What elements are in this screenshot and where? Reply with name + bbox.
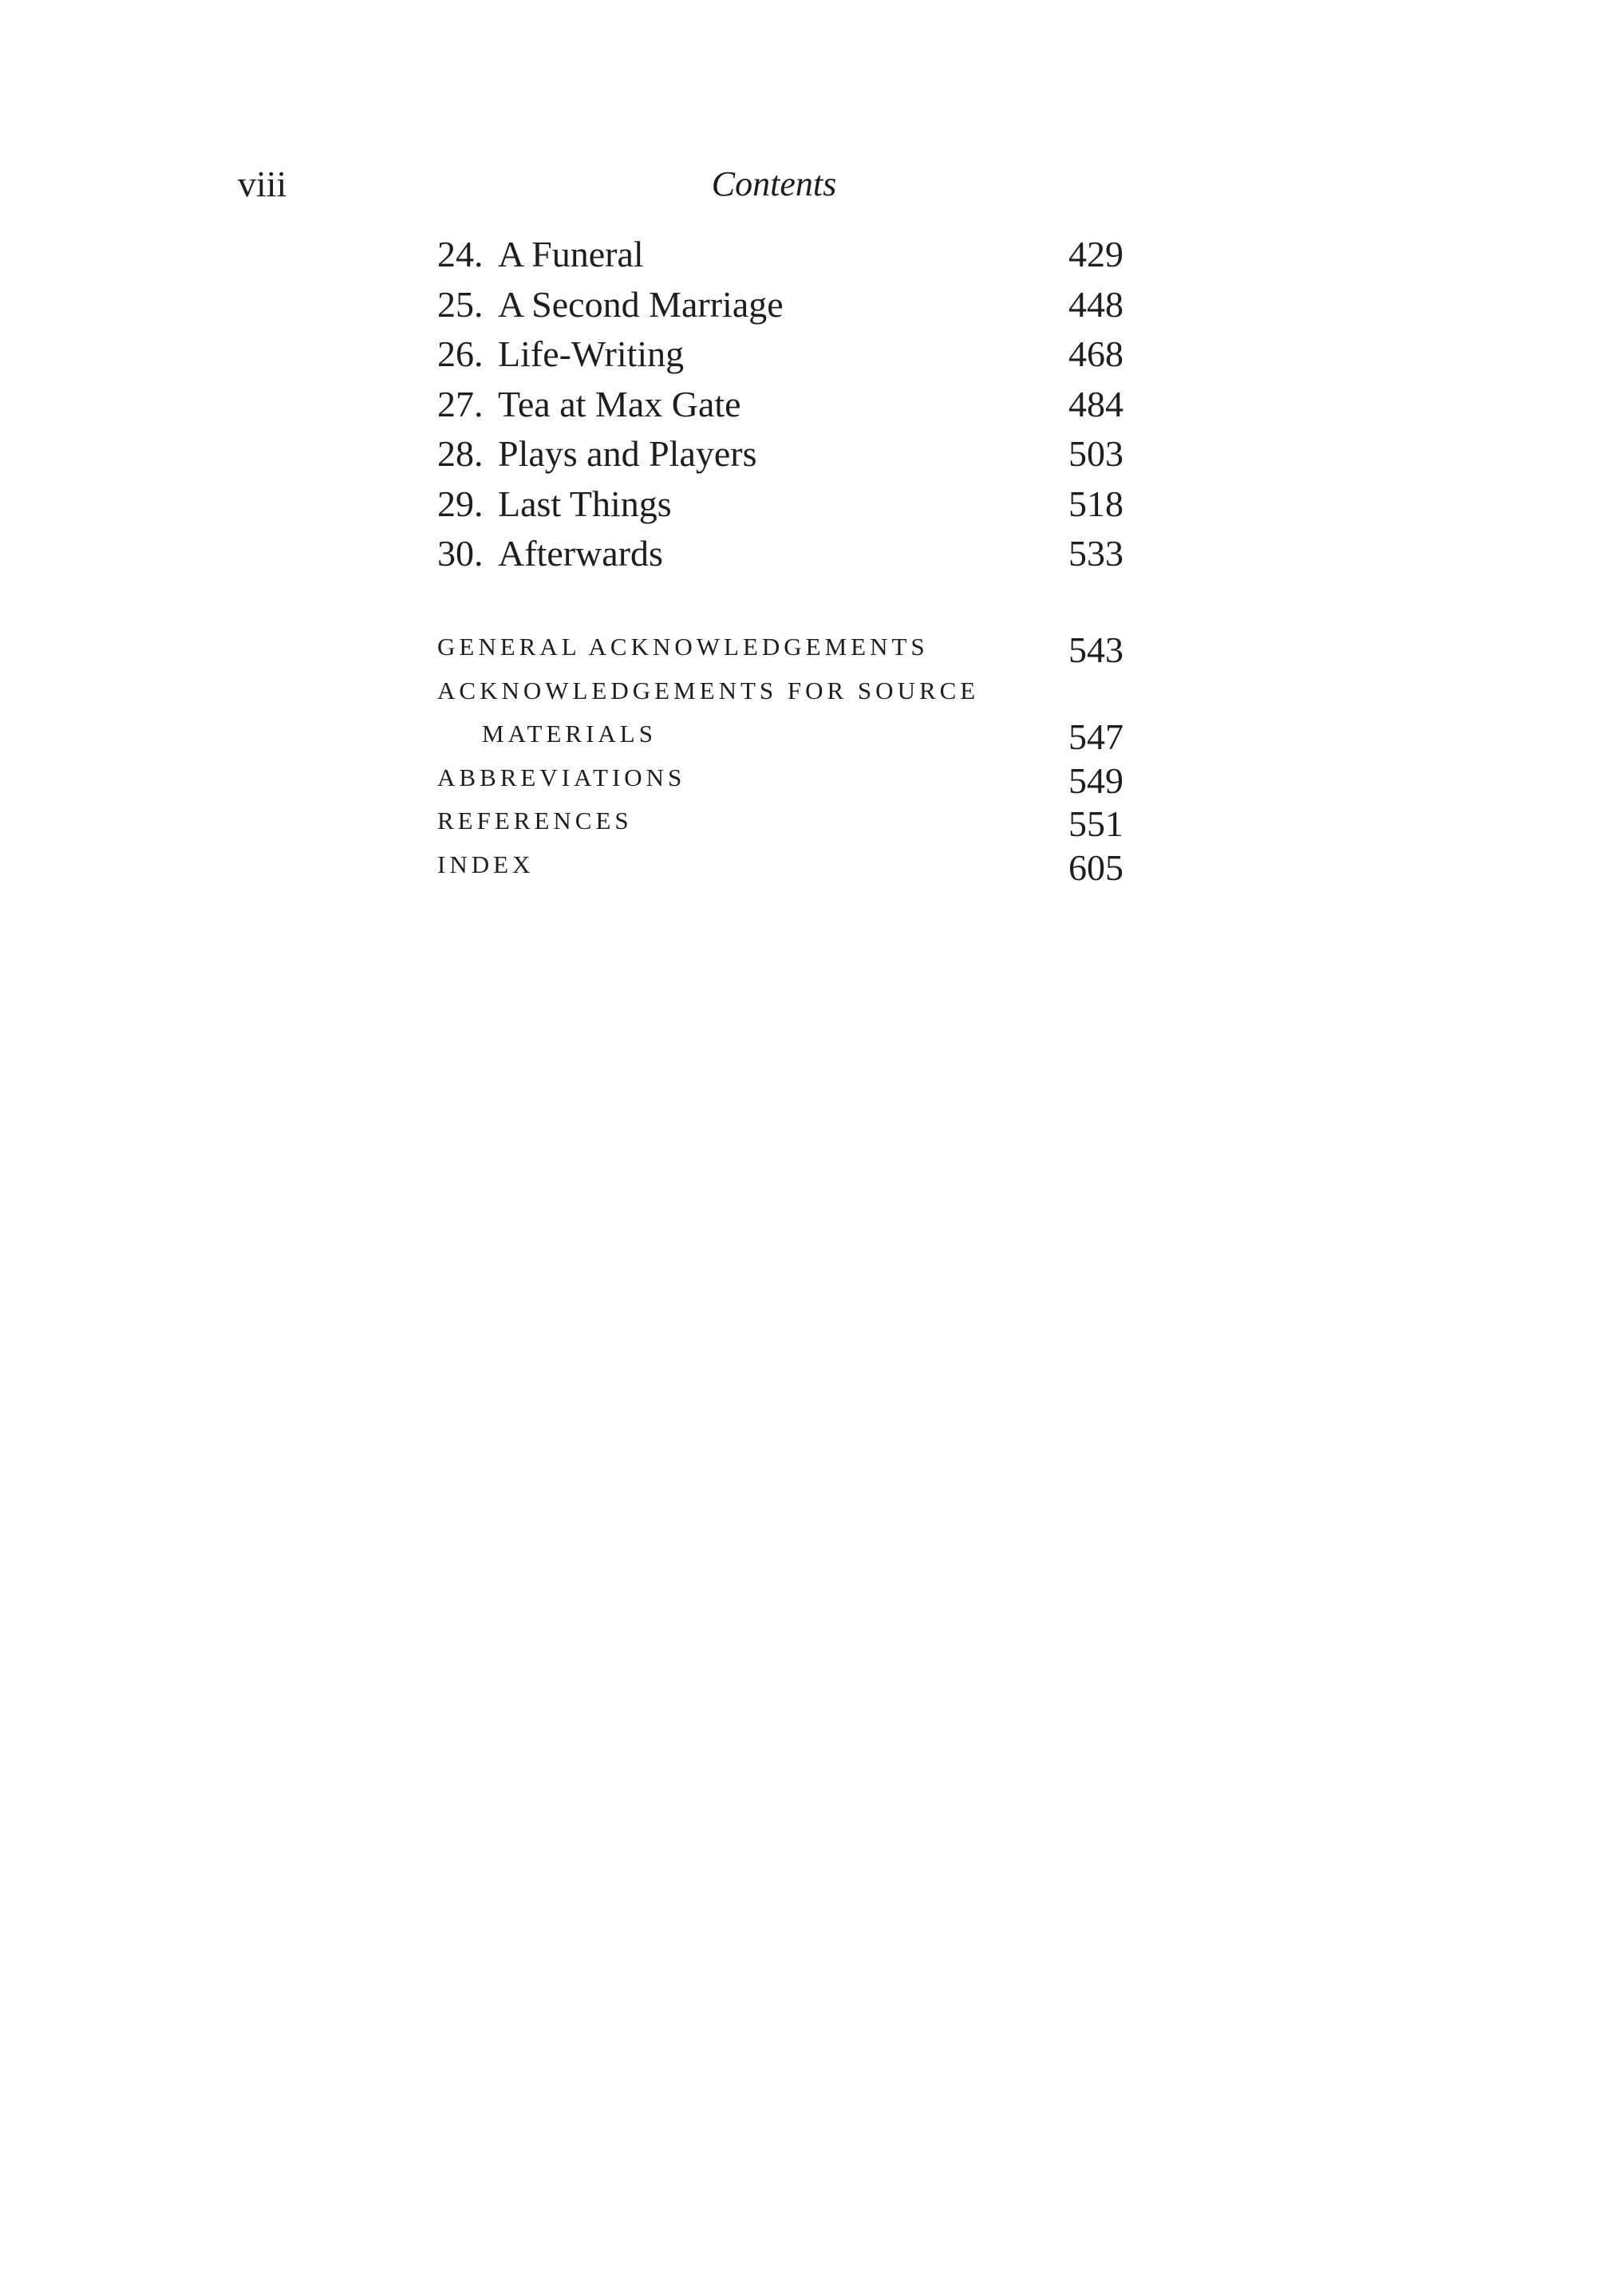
chapter-number: 29. <box>437 483 484 524</box>
toc-entry-chapter-27 <box>437 380 1123 430</box>
toc-entry-source-acknowledgements-continued <box>437 712 1123 756</box>
chapter-number: 28. <box>437 433 484 474</box>
toc-entry-chapter-30 <box>437 529 1123 579</box>
chapter-number: 27. <box>437 383 484 424</box>
chapter-title: Life-Writing <box>498 333 685 374</box>
chapter-title: Last Things <box>498 483 672 524</box>
back-matter-page-number: 547 <box>1068 716 1123 757</box>
back-matter-label: REFERENCES <box>437 807 633 834</box>
chapter-page-number: 448 <box>1068 283 1123 325</box>
chapter-page-number: 503 <box>1068 433 1123 474</box>
toc-entry-chapter-29 <box>437 479 1123 530</box>
chapter-number: 30. <box>437 533 484 574</box>
back-matter-label: ABBREVIATIONS <box>437 763 686 791</box>
toc-entry-chapter-24 <box>437 230 1123 280</box>
chapter-list <box>437 230 1123 579</box>
chapter-page-number: 468 <box>1068 333 1123 374</box>
toc-entry-source-acknowledgements <box>437 669 1123 713</box>
chapter-number: 26. <box>437 333 484 374</box>
chapter-page-number: 518 <box>1068 483 1123 524</box>
back-matter-label: GENERAL ACKNOWLEDGEMENTS <box>437 633 929 661</box>
back-matter-label: ACKNOWLEDGEMENTS FOR SOURCE <box>437 676 980 704</box>
toc-entry-index <box>437 843 1123 887</box>
running-head <box>0 156 1623 212</box>
toc-entry-chapter-28 <box>437 429 1123 479</box>
back-matter-page-number: 605 <box>1068 846 1123 888</box>
back-matter-page-number: 543 <box>1068 629 1123 670</box>
toc-entry-chapter-25 <box>437 280 1123 330</box>
back-matter-page-number: 551 <box>1068 803 1123 844</box>
back-matter-list <box>437 625 1123 886</box>
chapter-title: Tea at Max Gate <box>498 383 741 424</box>
chapter-page-number: 533 <box>1068 533 1123 574</box>
chapter-number: 24. <box>437 234 484 274</box>
page-folio: viii <box>238 164 287 204</box>
chapter-title: A Funeral <box>498 234 644 274</box>
toc-entry-abbreviations <box>437 756 1123 800</box>
back-matter-label: INDEX <box>437 850 535 878</box>
back-matter-page-number: 549 <box>1068 759 1123 801</box>
toc-entry-general-acknowledgements <box>437 625 1123 669</box>
chapter-number: 25. <box>437 283 484 325</box>
running-title: Contents <box>711 164 837 203</box>
chapter-title: Afterwards <box>498 533 663 574</box>
chapter-title: A Second Marriage <box>498 283 784 325</box>
toc-entry-chapter-26 <box>437 329 1123 380</box>
chapter-page-number: 429 <box>1068 234 1123 274</box>
back-matter-label: MATERIALS <box>482 720 657 748</box>
toc-entry-references <box>437 799 1123 843</box>
chapter-page-number: 484 <box>1068 383 1123 424</box>
chapter-title: Plays and Players <box>498 433 757 474</box>
